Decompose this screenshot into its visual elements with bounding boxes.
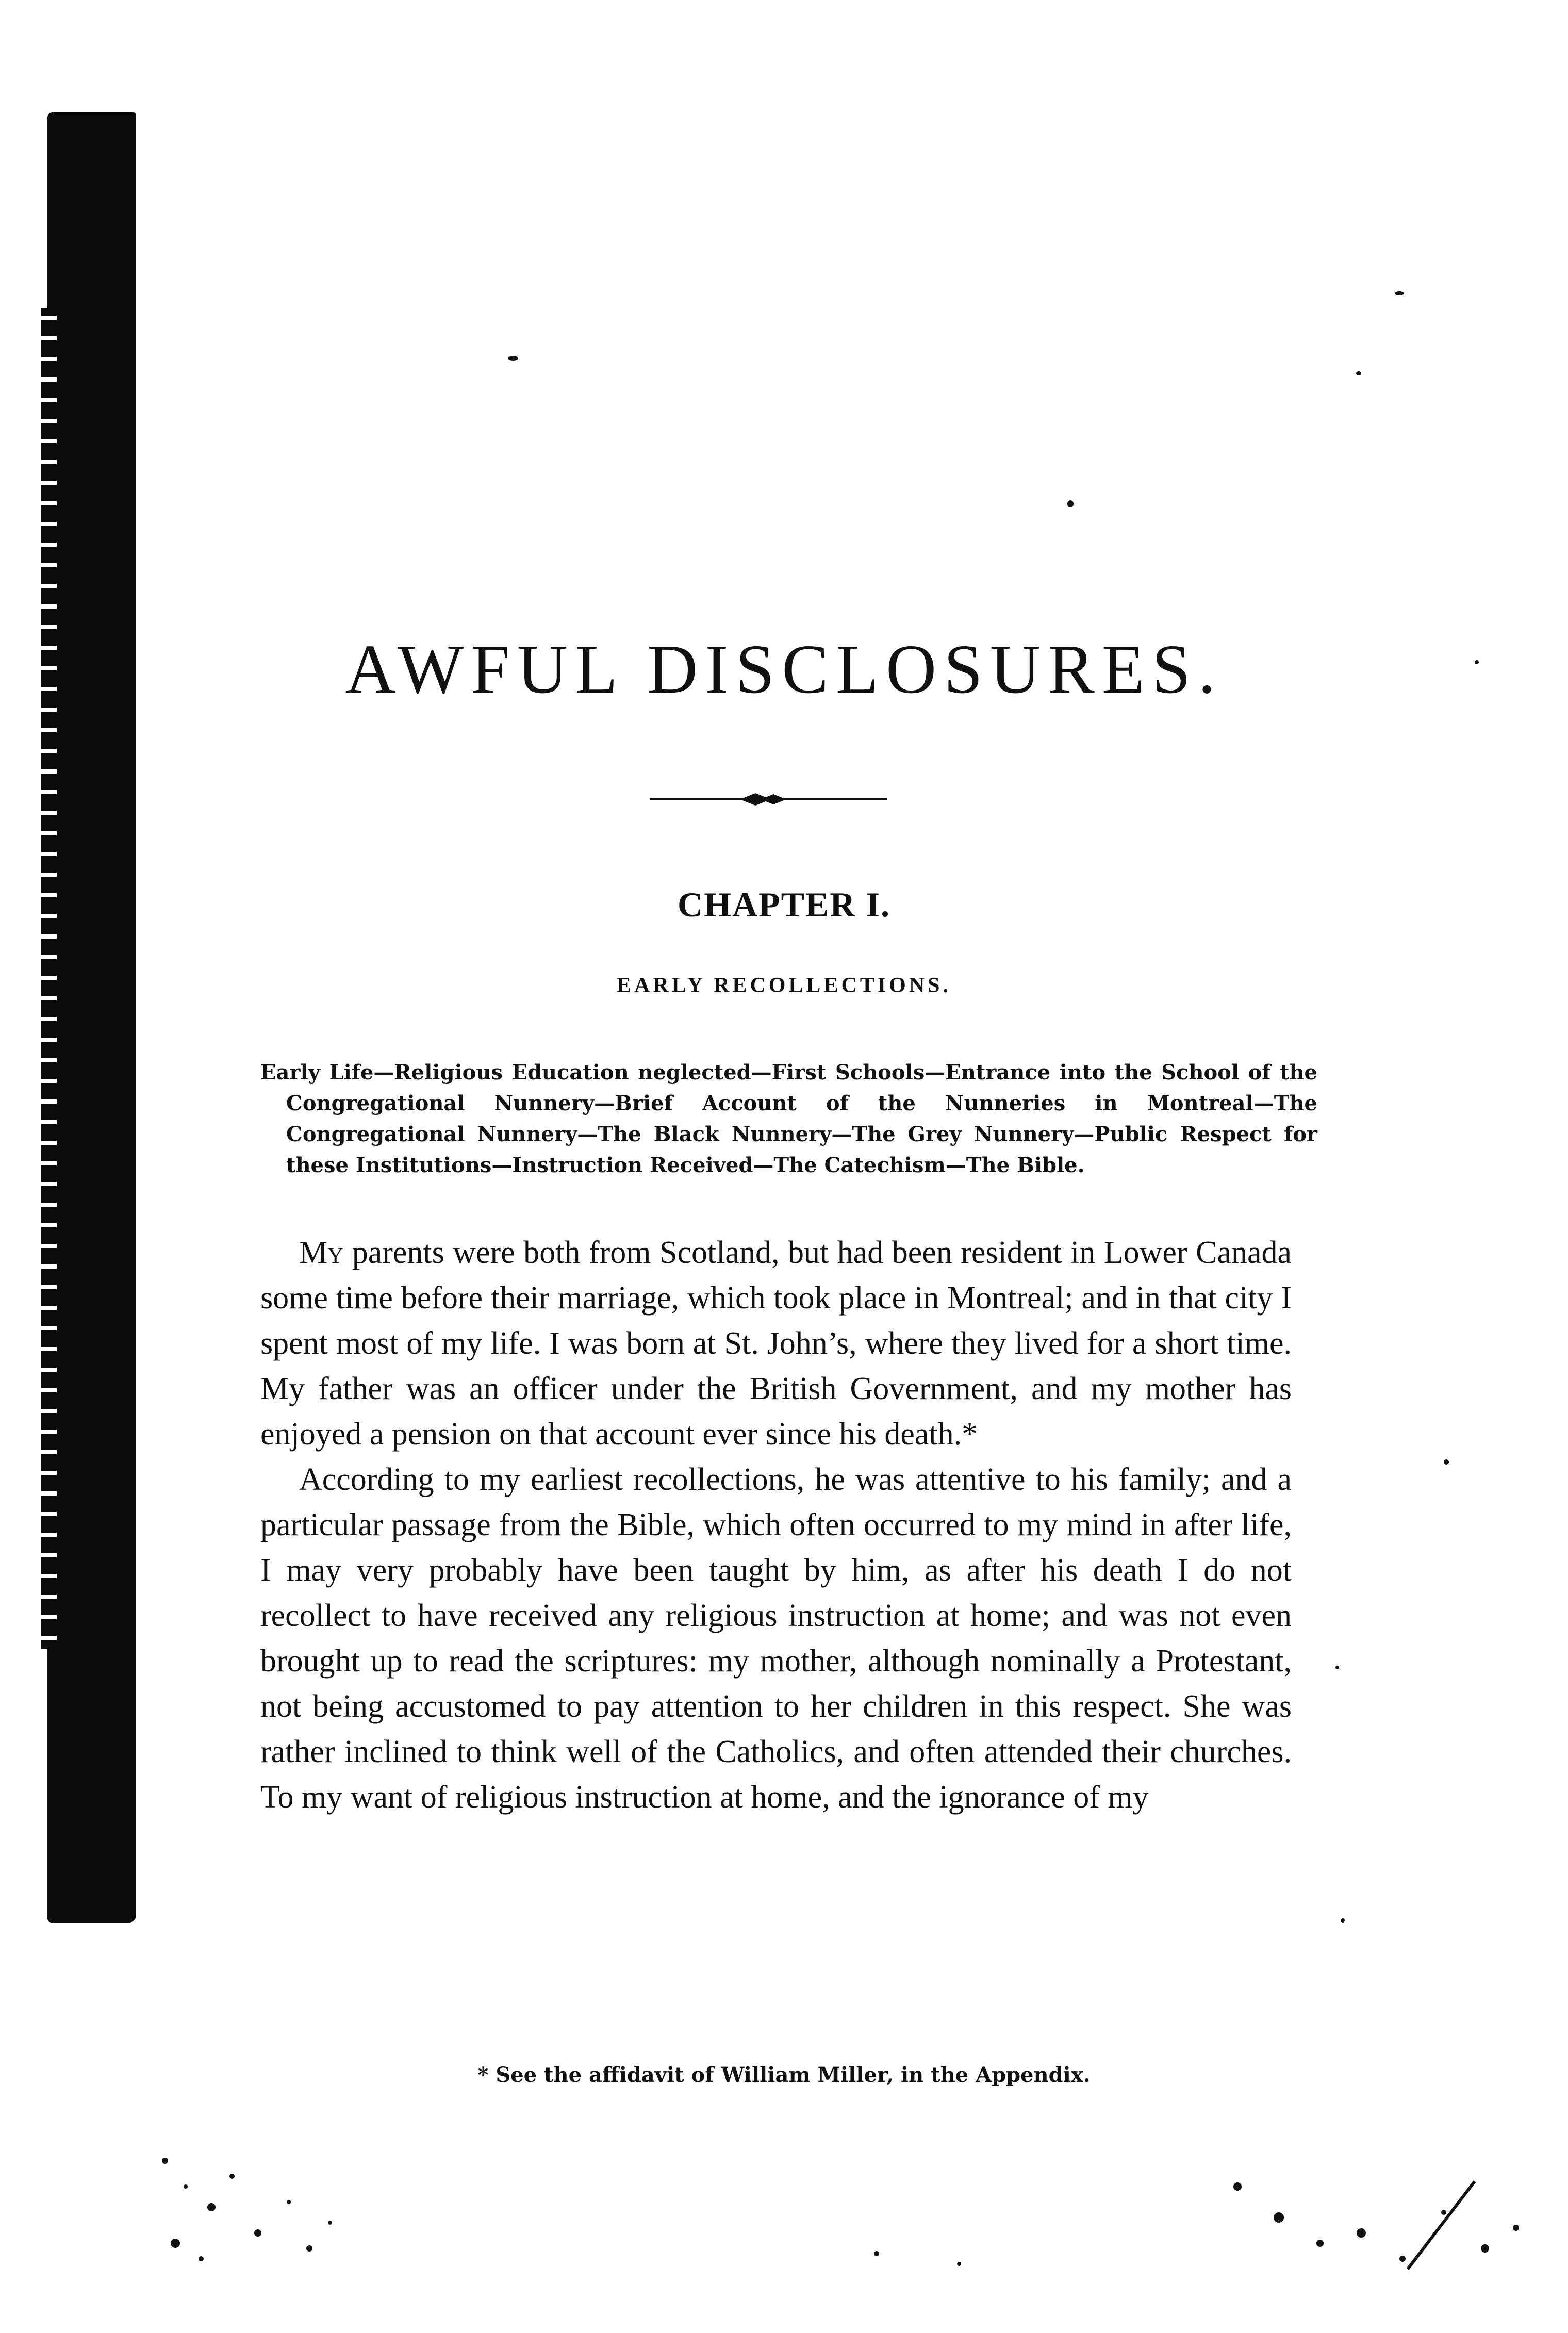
- scan-speck: [508, 356, 518, 361]
- binding-shadow: [47, 112, 136, 1923]
- chapter-heading: CHAPTER I.: [678, 885, 890, 924]
- scan-speck: [1444, 1459, 1449, 1465]
- scan-speck: [1356, 371, 1361, 375]
- scan-speck: [1335, 1666, 1339, 1669]
- scan-speck: [1341, 1918, 1345, 1923]
- paragraph: According to my earliest recollections, he was attentive to his family; and a particular passage from the Bible, which often occurred to my mind in after life, I may very probably have been taught by him, as after his death I do not recollect to have received any religious instruction at home; and was not even brought up to read the scriptures: my mother, although nominally a Protestant, not being accustomed to pay attention to her children in this respect. She was rather inclined to think well of the Catholics, and often attended their churches. To my want of religious instruction at home, and the ignorance of my: [260, 1462, 1292, 1815]
- paragraph: [260, 1230, 1292, 1457]
- body-text: [260, 1230, 1292, 1820]
- footnote: * See the affidavit of William Miller, in the Appendix.: [477, 2063, 1091, 2087]
- scan-noise-bottom: [155, 2140, 1547, 2274]
- paragraph-text: parents were both from Scotland, but had been resident in Lower Canada some time before their marriage, which took place in Montreal; and in that city I spent most of my life. I was born at St. John’s, where they lived for a short time. My father was an officer under the British Government, and my mother has enjoyed a pension on that account ever since his death.*: [260, 1235, 1292, 1452]
- drop-word: My: [299, 1235, 344, 1270]
- book-title: AWFUL DISCLOSURES.: [345, 631, 1223, 708]
- chapter-summary: Early Life—Religious Education neglected—First Schools—Entrance into the School of the Congregational Nunnery—Brief Account of the Nunneries in Montreal—The Congregational Nunnery—The Black Nunnery—The Grey Nunnery—Public Respect for these Institutions—Instruction Received—The Catechism—The Bible.: [260, 1060, 1317, 1177]
- chapter-subtitle: EARLY RECOLLECTIONS.: [616, 974, 952, 997]
- scan-speck: [1395, 291, 1404, 295]
- title-rule-ornament: [650, 789, 887, 810]
- scan-speck: [1067, 500, 1074, 507]
- scan-speck: [1475, 660, 1479, 664]
